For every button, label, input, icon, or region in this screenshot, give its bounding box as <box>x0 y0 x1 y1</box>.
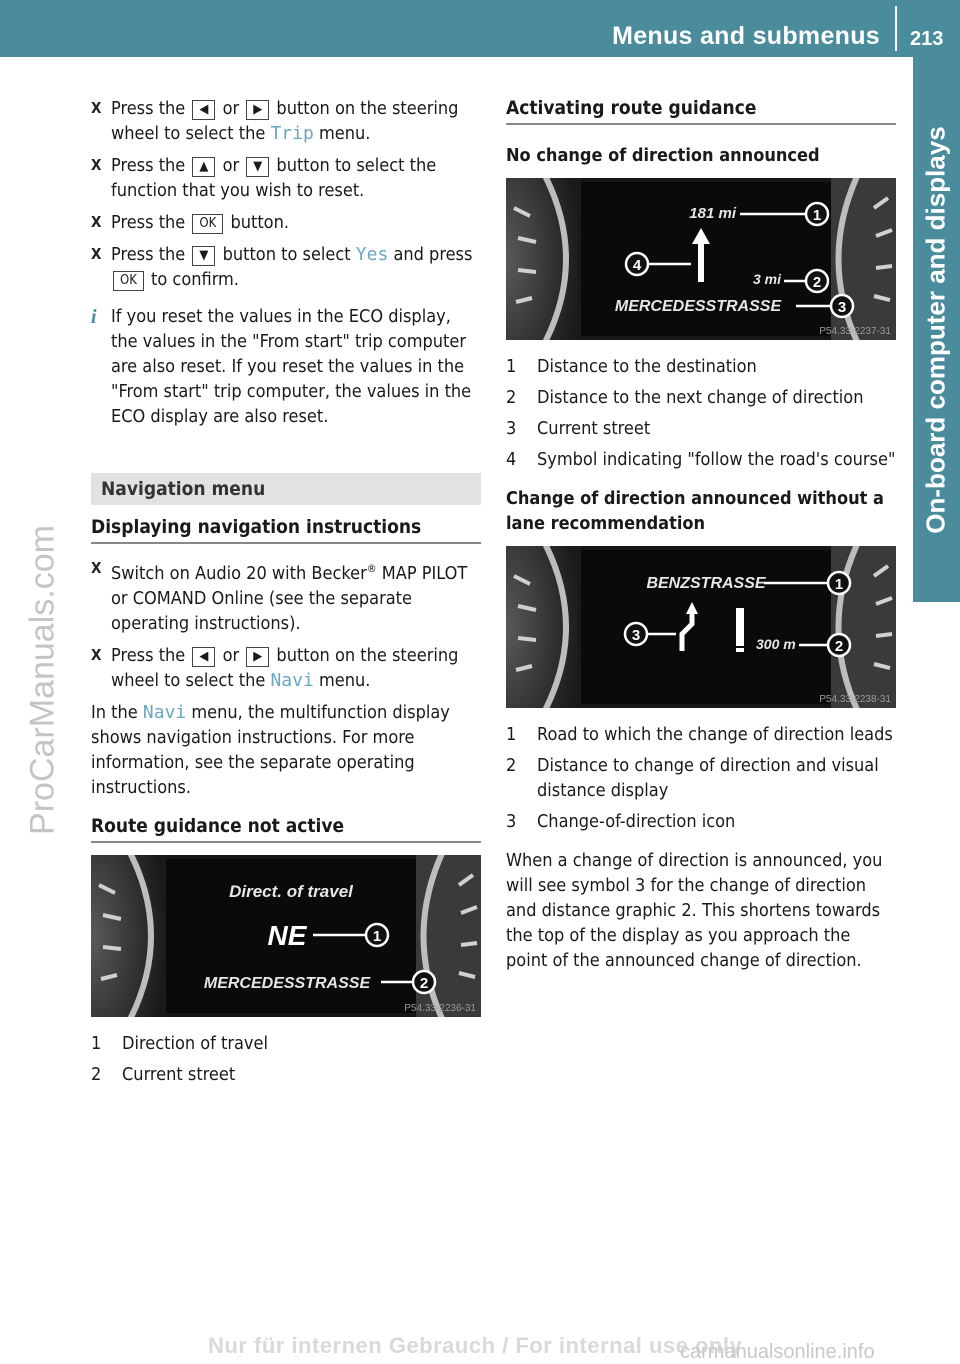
up-arrow-key: ▲ <box>192 157 215 177</box>
display-street-name: MERCEDESSTRASSE <box>203 975 371 992</box>
ok-key: OK <box>192 214 223 234</box>
legend-number-icon: 1 <box>91 1033 102 1054</box>
legend-item: 3 Current street <box>506 418 651 439</box>
instruction-step-3: X Press the OK button. <box>91 210 481 235</box>
left-arrow-key: ◀ <box>192 100 215 120</box>
footer-site-watermark: carmanualsonline.info <box>680 1341 875 1363</box>
section-title: Navigation menu <box>91 473 481 505</box>
instrument-cluster-illustration <box>506 546 896 708</box>
legend-number-icon: 3 <box>506 418 517 439</box>
page-number: 213 <box>910 28 944 50</box>
legend-number-icon: 1 <box>506 356 517 377</box>
instruction-step-4: X Press the ▼ button to select Yes and press OK to confirm. <box>91 242 481 292</box>
subheading-no-change: No change of direction announced <box>506 145 820 166</box>
display-destination-distance: 181 mi <box>689 205 736 222</box>
legend-number-icon: 2 <box>506 755 517 776</box>
figure-code: P54.33-2238-31 <box>819 694 891 705</box>
svg-text:1: 1 <box>834 576 844 593</box>
legend-number-icon: 1 <box>506 724 517 745</box>
heading-route-guidance-not-active: Route guidance not active <box>91 814 481 843</box>
svg-text:1: 1 <box>372 928 382 945</box>
symbol-number: 3 <box>635 875 646 896</box>
navi-paragraph: In the Navi menu, the multifunction display shows navigation instructions. For more information, see the separate operating instructions. <box>91 702 450 798</box>
figure-code: P54.33-2237-31 <box>819 326 891 337</box>
legend-number-icon: 4 <box>506 449 517 470</box>
instrument-cluster-illustration <box>506 178 896 340</box>
header-title: Menus and submenus <box>612 22 880 50</box>
display-target-road: BENZSTRASSE <box>646 575 766 592</box>
subheading-change-announced: Change of direction announced without a lane recommendation <box>506 488 884 534</box>
figure-change-of-direction <box>506 546 896 708</box>
right-arrow-key: ▶ <box>246 647 269 667</box>
display-text-navi: Navi <box>270 670 314 691</box>
svg-text:3: 3 <box>631 627 641 644</box>
down-arrow-key: ▼ <box>192 246 215 266</box>
svg-text:4: 4 <box>632 257 642 274</box>
display-direction-label: Direct. of travel <box>229 882 353 901</box>
instruction-step-1: X Press the ◀ or ▶ button on the steering wheel to select the Trip menu. <box>91 96 481 146</box>
legend-item: 1 Distance to the destination <box>506 356 757 377</box>
legend-item: 3 Change-of-direction icon <box>506 811 736 832</box>
header-separator <box>895 6 897 51</box>
left-column <box>91 96 481 1093</box>
legend-item: 2 Distance to change of direction and visual distance display <box>506 755 879 801</box>
info-note <box>91 304 481 429</box>
final-paragraph: When a change of direction is announced, you will see symbol 3 for the change of direction and distance graphic 2. This shortens towards the top of the display as you approach the point of the announced change of direction. <box>506 850 883 971</box>
legend-number-icon: 2 <box>506 387 517 408</box>
svg-text:3: 3 <box>837 299 847 316</box>
info-icon: i <box>91 306 97 328</box>
display-distance: 300 m <box>756 636 796 652</box>
legend-item: 2 Distance to the next change of direction <box>506 387 864 408</box>
instruction-step-5: X Switch on Audio 20 with Becker® MAP PILOT or COMAND Online (see the separate operating instructions). <box>91 556 481 636</box>
display-text-navi: Navi <box>142 702 187 723</box>
ok-key: OK <box>113 271 144 291</box>
heading-activating-route-guidance: Activating route guidance <box>506 96 896 125</box>
legend-item: 1 Road to which the change of direction leads <box>506 724 893 745</box>
figure-code: P54.33-2236-31 <box>404 1003 476 1014</box>
legend-item: 4 Symbol indicating "follow the road's course" <box>506 449 896 470</box>
legend-item: 2 Current street <box>91 1064 236 1085</box>
chapter-tab-label: On-board computer and displays <box>920 126 951 534</box>
info-text: If you reset the values in the ECO display, the values in the "From start" trip computer are also reset. If you reset the values in the "From start" trip computer, the values in the ECO display are also reset. <box>111 306 472 427</box>
legend-number-icon: 3 <box>506 811 517 832</box>
watermark-left: ProCarManuals.com <box>23 525 62 835</box>
svg-text:1: 1 <box>812 207 822 224</box>
instruction-step-6: X Press the ◀ or ▶ button on the steering wheel to select the Navi menu. <box>91 643 481 693</box>
display-street-name: MERCEDESSTRASSE <box>614 298 782 315</box>
header-bar <box>0 0 960 57</box>
footer-internal-use: Nur für internen Gebrauch / For internal use only <box>208 1333 743 1358</box>
display-next-change-distance: 3 mi <box>752 271 781 287</box>
heading-navigation-instructions: Displaying navigation instructions <box>91 515 481 544</box>
straight-arrow-icon <box>698 240 704 282</box>
figure-no-change-of-direction <box>506 178 896 340</box>
down-arrow-key: ▼ <box>246 157 269 177</box>
instrument-cluster-illustration <box>91 855 481 1017</box>
left-arrow-key: ◀ <box>192 647 215 667</box>
legend-number-icon: 2 <box>91 1064 102 1085</box>
instruction-step-2: X Press the ▲ or ▼ button to select the function that you wish to reset. <box>91 153 481 203</box>
display-direction-value: NE <box>267 920 307 951</box>
display-text-yes: Yes <box>355 244 389 265</box>
display-text-trip: Trip <box>270 123 314 144</box>
symbol-number: 2 <box>681 900 692 921</box>
svg-text:2: 2 <box>419 975 429 992</box>
svg-text:2: 2 <box>834 638 844 655</box>
right-column <box>506 96 896 987</box>
right-arrow-key: ▶ <box>246 100 269 120</box>
figure-direction-of-travel <box>91 855 481 1017</box>
svg-text:2: 2 <box>812 274 822 291</box>
distance-bar-icon <box>736 608 744 646</box>
legend-item: 1 Direction of travel <box>91 1033 268 1054</box>
